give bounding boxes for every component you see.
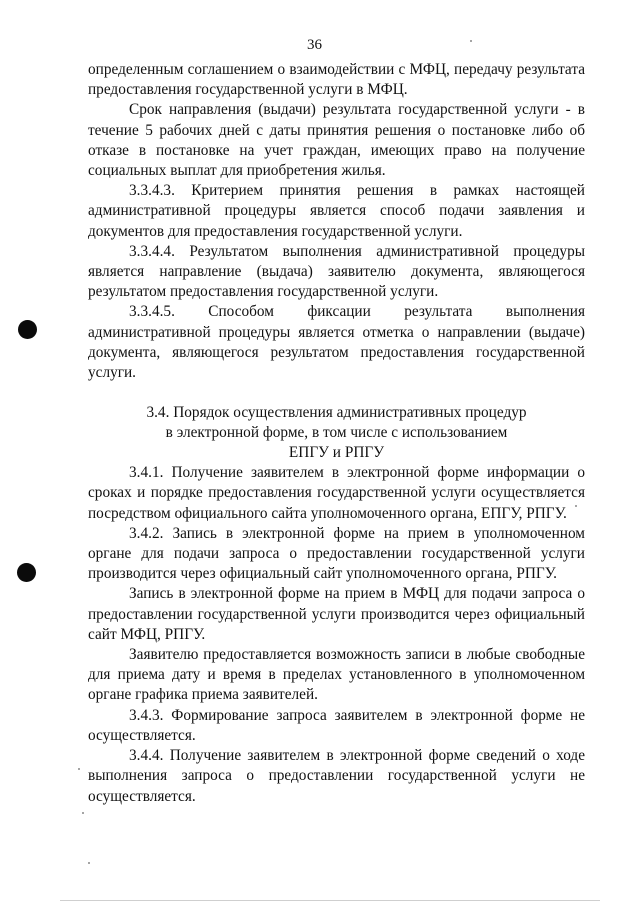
- scan-speck: [88, 862, 90, 864]
- scan-speck: [78, 768, 80, 770]
- punch-hole-mark: [17, 563, 36, 582]
- paragraph: Запись в электронной форме на прием в МФЦ для подачи запроса о предоставлении государственной услуги производится через официальный сайт МФЦ, РПГУ.: [88, 585, 585, 643]
- paragraph: Заявителю предоставляется возможность записи в любые свободные для приема дату и время в пределах установленного в уполномоченном органе графика приема заявителей.: [88, 646, 585, 704]
- punch-hole-mark: [18, 320, 37, 339]
- scan-edge-line: [60, 900, 600, 901]
- section-3-4-text: [88, 463, 585, 806]
- paragraph: 3.4.2. Запись в электронной форме на прием в уполномоченном органе для подачи запроса о предоставлении государственной услуги производится через официальный сайт уполномоченного органа, РПГУ.: [88, 524, 585, 583]
- paragraph: 3.4.3. Формирование запроса заявителем в электронной форме не осуществляется.: [88, 706, 585, 744]
- paragraph: 3.4.4. Получение заявителем в электронной форме сведений о ходе выполнения запроса о предоставлении государственной услуги не осуществляется.: [88, 747, 585, 805]
- page-number: 36: [307, 37, 322, 53]
- paragraph: 3.3.4.4. Результатом выполнения административной процедуры является направление (выдача) заявителю документа, являющегося результатом предоставления государственной услуги.: [88, 242, 585, 301]
- heading-line: в электронной форме, в том числе с использованием: [165, 424, 508, 442]
- heading-line: ЕПГУ и РПГУ: [288, 444, 385, 462]
- paragraph: Срок направления (выдачи) результата государственной услуги - в течение 5 рабочих дней с даты принятия решения о постановке либо об отказе в постановке на учет граждан, имеющих право на получение социальных выплат для приобретения жилья.: [88, 101, 585, 180]
- document-body: [88, 60, 585, 807]
- heading-line: 3.4. Порядок осуществления административных процедур: [146, 404, 527, 422]
- scan-speck: [82, 812, 84, 814]
- section-heading: [88, 403, 585, 463]
- paragraph: 3.3.4.3. Критерием принятия решения в рамках настоящей административной процедуры является способ подачи заявления и документов для предоставления государственной услуги.: [88, 182, 585, 240]
- section-3-3-4-text: [88, 60, 585, 383]
- paragraph: 3.4.1. Получение заявителем в электронной форме информации о сроках и порядке предоставления государственной услуги осуществляется посредством официального сайта уполномоченного органа, ЕПГУ, РПГУ.: [88, 464, 585, 522]
- paragraph: 3.3.4.5. Способом фиксации результата выполнения административной процедуры является отметка о направлении (выдаче) документа, являющегося результатом предоставления государственной услуги.: [88, 303, 585, 382]
- paragraph: определенным соглашением о взаимодействии с МФЦ, передачу результата предоставления государственной услуги в МФЦ.: [88, 61, 585, 99]
